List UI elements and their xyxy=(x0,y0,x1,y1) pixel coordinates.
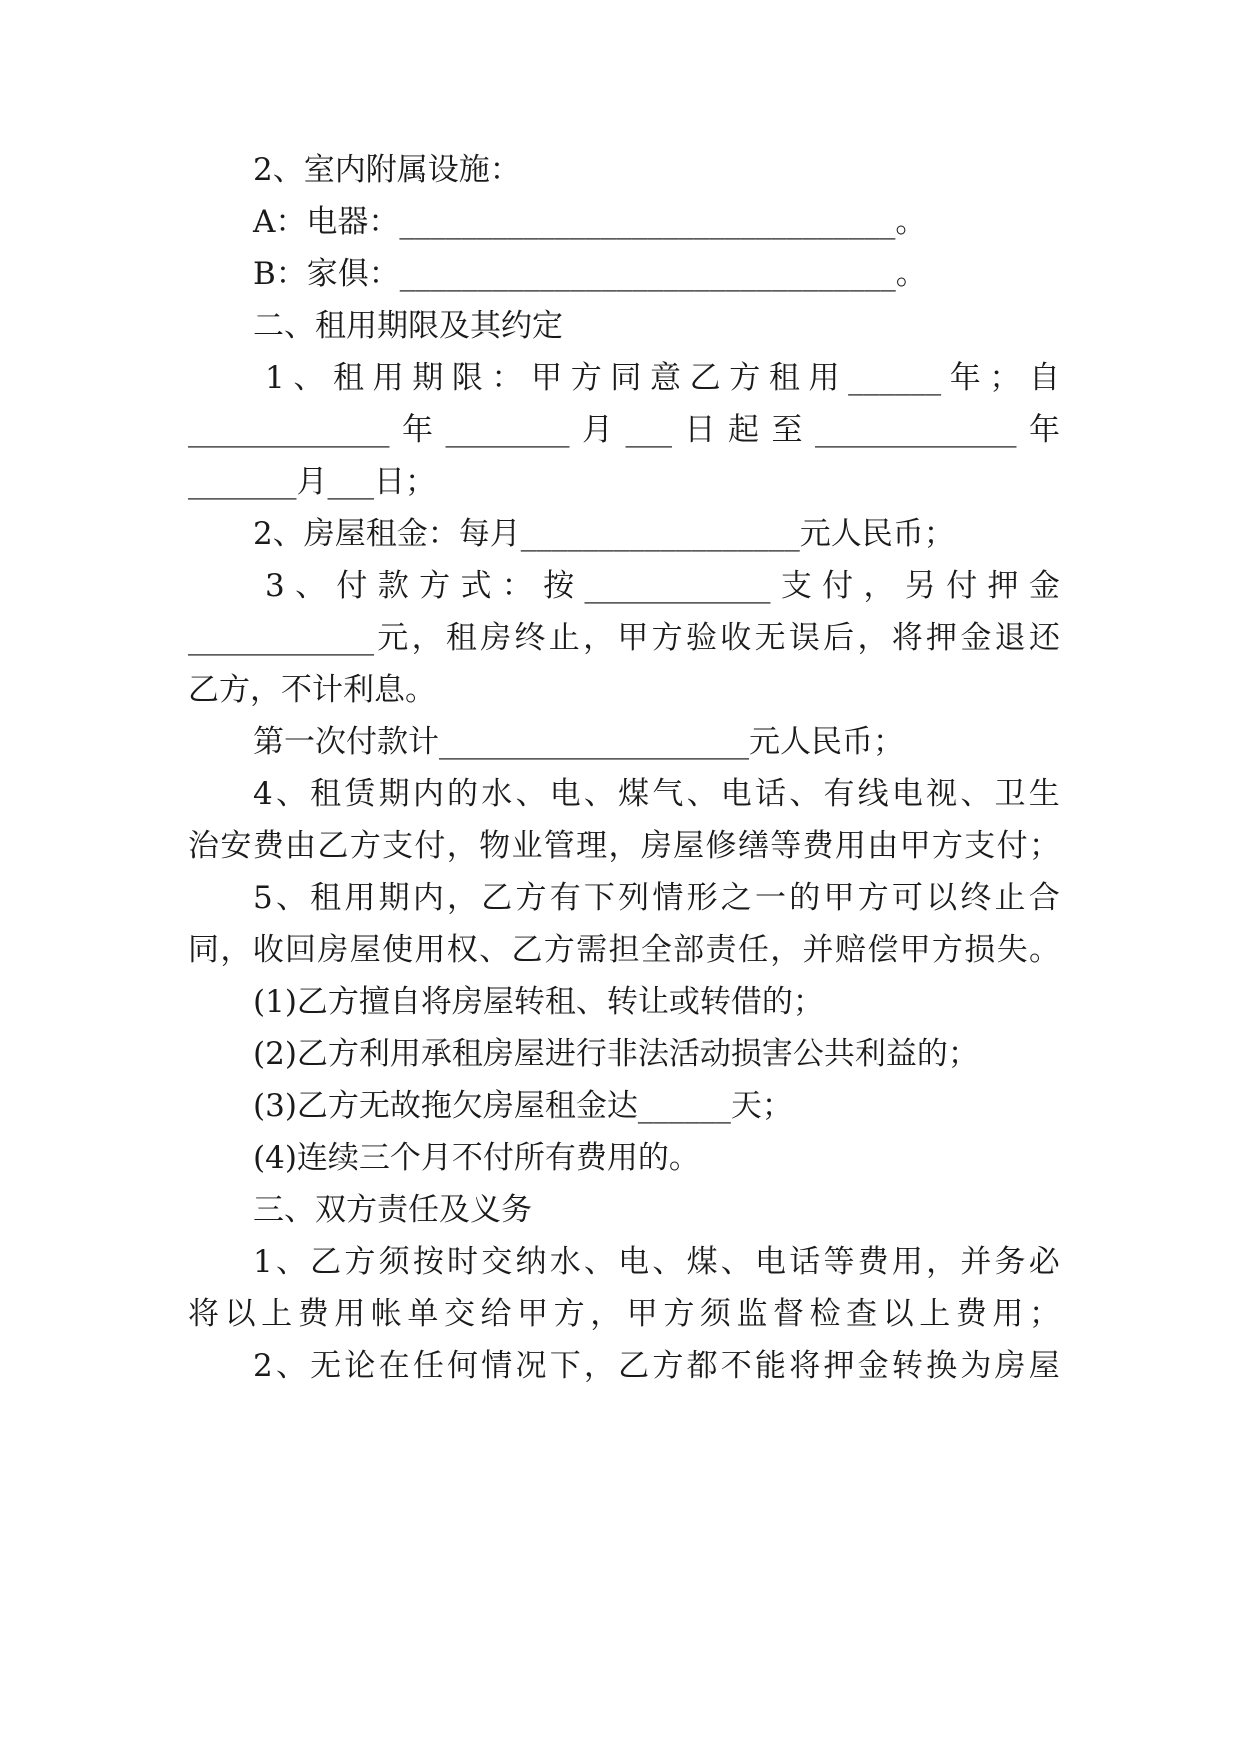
text-char: 责 xyxy=(705,932,737,968)
text-char: 年 xyxy=(949,360,981,396)
text-char: 支 xyxy=(382,828,414,864)
text-char: 款 xyxy=(377,568,409,604)
text-char: 、 xyxy=(275,1244,307,1280)
paragraph-line: 乙方，不计利息。 xyxy=(188,672,436,708)
text-char: 话 xyxy=(789,1244,821,1280)
text-char: ， xyxy=(411,620,443,656)
text-char: 式 xyxy=(460,568,492,604)
text-char: 付 xyxy=(414,828,446,864)
text-char: 检 xyxy=(809,1296,841,1332)
text-char: 。 xyxy=(1028,932,1060,968)
text-char: 用 xyxy=(414,932,446,968)
text-char: 付 xyxy=(822,568,854,604)
text-char: 、 xyxy=(789,776,821,812)
text-char: 租 xyxy=(445,620,477,656)
text-char: 租 xyxy=(310,880,342,916)
text-char: 至 xyxy=(771,412,803,448)
text-char: 同 xyxy=(610,360,642,396)
text-char: 何 xyxy=(447,1348,479,1384)
text-char: 用 xyxy=(891,1244,923,1280)
text-char: 、 xyxy=(275,880,307,916)
text-char: ， xyxy=(770,932,802,968)
text-char: 2 xyxy=(253,1348,273,1384)
text-char: 甲 xyxy=(626,1296,658,1332)
text-char: ， xyxy=(446,828,478,864)
text-char: 起 xyxy=(728,412,759,448)
text-char: 方 xyxy=(419,568,451,604)
text-char: 单 xyxy=(407,1296,439,1332)
text-char: 、 xyxy=(479,932,511,968)
text-char: 安 xyxy=(220,828,252,864)
text-char: ； xyxy=(1028,828,1060,864)
text-char: 意 xyxy=(649,360,681,396)
text-char: 终 xyxy=(960,880,992,916)
paragraph-line xyxy=(265,563,1060,609)
paragraph-line xyxy=(188,927,1060,973)
text-char: 方 xyxy=(543,932,575,968)
text-char: 查 xyxy=(846,1296,878,1332)
text-char: 、 xyxy=(295,568,327,604)
text-char: 3 xyxy=(265,568,285,604)
text-char: 有 xyxy=(549,880,581,916)
text-char: 赔 xyxy=(834,932,866,968)
text-char: 下 xyxy=(583,880,615,916)
text-char: 按 xyxy=(543,568,575,604)
text-char: 乙 xyxy=(317,828,349,864)
text-char: 、 xyxy=(293,360,325,396)
text-char: 上 xyxy=(261,1296,293,1332)
text-char: 煤 xyxy=(618,776,650,812)
text-char: 赁 xyxy=(344,776,376,812)
text-char: 线 xyxy=(857,776,889,812)
text-char: 按 xyxy=(412,1244,444,1280)
section-heading: 三、双方责任及义务 xyxy=(253,1192,532,1228)
text-char: 退 xyxy=(994,620,1026,656)
text-char: 租 xyxy=(768,360,800,396)
text-char: 、 xyxy=(275,776,307,812)
text-char: 押 xyxy=(987,568,1019,604)
text-char: 期 xyxy=(378,880,410,916)
text-char: 方 xyxy=(652,1348,684,1384)
text-char: 气 xyxy=(652,776,684,812)
text-char: 在 xyxy=(378,1348,410,1384)
text-char: 乙 xyxy=(689,360,721,396)
blank-field: ________ xyxy=(445,412,570,448)
text-char: 费 xyxy=(857,1244,889,1280)
text-char: 押 xyxy=(926,620,958,656)
text-char: 乙 xyxy=(511,932,543,968)
text-char: 费 xyxy=(252,828,284,864)
text-char: 修 xyxy=(705,828,737,864)
paragraph-line xyxy=(253,771,1060,817)
text-char: 、 xyxy=(960,776,992,812)
text-char: 1 xyxy=(265,360,285,396)
text-char: 交 xyxy=(443,1296,475,1332)
text-char: 屋 xyxy=(1028,1348,1060,1384)
text-char: 将 xyxy=(188,1296,219,1332)
text-char: 自 xyxy=(1028,360,1060,396)
paragraph-line xyxy=(188,823,1060,869)
paragraph-line xyxy=(188,1291,1060,1337)
paragraph-line xyxy=(253,1239,1060,1285)
text-char: 5 xyxy=(253,880,273,916)
paragraph-line: _______月___日； xyxy=(188,464,436,500)
paragraph-line xyxy=(253,875,1060,921)
text-char: 付 xyxy=(946,568,978,604)
text-char: 论 xyxy=(344,1348,376,1384)
text-char: ， xyxy=(857,620,889,656)
text-char: 为 xyxy=(960,1348,992,1384)
text-char: 一 xyxy=(755,880,787,916)
text-char: 元 xyxy=(377,620,409,656)
section-heading: 二、租用期限及其约定 xyxy=(253,308,563,344)
text-char: 等 xyxy=(823,1244,855,1280)
text-char: 年 xyxy=(1029,412,1060,448)
text-char: 无 xyxy=(754,620,786,656)
text-char: 房 xyxy=(640,828,672,864)
paragraph-line xyxy=(265,355,1060,401)
blank-field: ___ xyxy=(625,412,672,448)
text-char: 用 xyxy=(344,880,376,916)
blank-field: ____________ xyxy=(584,568,771,604)
text-char: ， xyxy=(220,932,252,968)
text-char: 治 xyxy=(188,828,219,864)
text-char: 业 xyxy=(511,828,543,864)
text-char: 水 xyxy=(481,776,513,812)
text-char: ， xyxy=(583,1348,615,1384)
text-char: 甲 xyxy=(899,932,931,968)
text-char: 日 xyxy=(684,412,716,448)
text-char: 方 xyxy=(729,360,761,396)
text-char: 止 xyxy=(548,620,580,656)
text-char: 合 xyxy=(1028,880,1060,916)
text-char: 上 xyxy=(919,1296,951,1332)
text-char: ， xyxy=(583,620,615,656)
text-char: 水 xyxy=(549,1244,581,1280)
list-item: (3)乙方无故拖欠房屋租金达______天； xyxy=(253,1088,793,1124)
text-char: 煤 xyxy=(686,1244,718,1280)
text-char: 下 xyxy=(549,1348,581,1384)
text-char: 的 xyxy=(447,776,479,812)
text-char: 付 xyxy=(996,828,1028,864)
text-char: 时 xyxy=(447,1244,479,1280)
text-char: 方 xyxy=(857,880,889,916)
text-char: 误 xyxy=(788,620,820,656)
text-char: 年 xyxy=(402,412,433,448)
text-char: 金 xyxy=(960,620,992,656)
text-char: 用 xyxy=(808,360,840,396)
text-char: 等 xyxy=(770,828,802,864)
text-char: ， xyxy=(863,568,895,604)
text-char: 终 xyxy=(514,620,546,656)
list-item: (4)连续三个月不付所有费用的。 xyxy=(253,1140,700,1176)
text-char: 换 xyxy=(926,1348,958,1384)
text-char: 另 xyxy=(904,568,936,604)
text-char: 以 xyxy=(926,880,958,916)
text-char: 费 xyxy=(297,1296,329,1332)
text-char: 电 xyxy=(618,1244,650,1280)
text-char: 电 xyxy=(549,776,581,812)
text-char: 乙 xyxy=(618,1348,650,1384)
text-char: 须 xyxy=(699,1296,731,1332)
text-char: 用 xyxy=(334,1296,366,1332)
text-char: ； xyxy=(989,360,1021,396)
text-char: 方 xyxy=(651,620,683,656)
text-char: 4 xyxy=(253,776,273,812)
text-char: 列 xyxy=(618,880,650,916)
text-char: 用 xyxy=(834,828,866,864)
text-char: ， xyxy=(447,880,479,916)
text-char: ； xyxy=(1028,1296,1060,1332)
blank-field: ____________ xyxy=(188,620,374,656)
blank-field: ______ xyxy=(848,360,942,396)
text-char: 管 xyxy=(543,828,575,864)
text-char: 部 xyxy=(673,932,705,968)
text-char: 情 xyxy=(481,1348,513,1384)
text-char: 乙 xyxy=(481,880,513,916)
text-char: 转 xyxy=(891,1348,923,1384)
paragraph-line: 2、室内附属设施： xyxy=(253,152,521,188)
text-char: 支 xyxy=(964,828,996,864)
text-char: 、 xyxy=(652,1244,684,1280)
paragraph-line xyxy=(188,615,1060,661)
text-char: 都 xyxy=(686,1348,718,1384)
text-char: 甲 xyxy=(617,620,649,656)
text-char: 付 xyxy=(336,568,368,604)
text-char: 收 xyxy=(720,620,752,656)
text-char: 交 xyxy=(481,1244,513,1280)
text-char: 房 xyxy=(317,932,349,968)
text-char: 月 xyxy=(582,412,613,448)
text-char: 的 xyxy=(789,880,821,916)
text-char: 并 xyxy=(960,1244,992,1280)
text-char: 卫 xyxy=(994,776,1026,812)
text-char: 能 xyxy=(755,1348,787,1384)
text-char: 不 xyxy=(720,1348,752,1384)
text-char: 回 xyxy=(285,932,317,968)
text-char: 有 xyxy=(823,776,855,812)
text-char: 并 xyxy=(802,932,834,968)
text-char: 租 xyxy=(310,776,342,812)
text-char: 金 xyxy=(1028,568,1060,604)
text-char: 验 xyxy=(685,620,717,656)
blank-field: _____________ xyxy=(188,412,390,448)
text-char: 、 xyxy=(583,1244,615,1280)
text-char: ， xyxy=(926,1244,958,1280)
text-char: 甲 xyxy=(823,880,855,916)
text-char: 由 xyxy=(867,828,899,864)
text-char: 形 xyxy=(686,880,718,916)
paragraph-line: B：家俱：________________________________。 xyxy=(253,256,927,292)
text-char: 收 xyxy=(252,932,284,968)
text-char: 押 xyxy=(823,1348,855,1384)
paragraph-line xyxy=(188,407,1060,453)
text-char: 监 xyxy=(736,1296,768,1332)
text-char: 甲 xyxy=(899,828,931,864)
text-char: 用 xyxy=(372,360,404,396)
text-char: 务 xyxy=(994,1244,1026,1280)
text-char: 电 xyxy=(891,776,923,812)
text-char: 担 xyxy=(608,932,640,968)
text-char: 可 xyxy=(891,880,923,916)
text-char: 、 xyxy=(686,776,718,812)
text-char: 生 xyxy=(1028,776,1060,812)
text-char: 方 xyxy=(931,932,963,968)
text-char: 纳 xyxy=(515,1244,547,1280)
text-char: 况 xyxy=(515,1348,547,1384)
text-char: 物 xyxy=(479,828,511,864)
text-char: 期 xyxy=(412,360,444,396)
text-char: ， xyxy=(608,828,640,864)
text-char: 金 xyxy=(857,1348,889,1384)
text-char: 使 xyxy=(382,932,414,968)
text-char: 内 xyxy=(412,776,444,812)
text-char: 房 xyxy=(994,1348,1026,1384)
text-char: 用 xyxy=(992,1296,1024,1332)
text-char: 话 xyxy=(755,776,787,812)
text-char: 情 xyxy=(652,880,684,916)
text-char: 方 xyxy=(663,1296,695,1332)
paragraph-line: 2、房屋租金：每月__________________元人民币； xyxy=(253,516,955,552)
text-char: 限 xyxy=(451,360,483,396)
text-char: 同 xyxy=(188,932,219,968)
text-char: 方 xyxy=(570,360,602,396)
text-char: 支 xyxy=(780,568,812,604)
text-char: 方 xyxy=(553,1296,585,1332)
text-char: 将 xyxy=(891,620,923,656)
text-char: ： xyxy=(501,568,533,604)
text-char: 甲 xyxy=(531,360,563,396)
text-char: 方 xyxy=(515,880,547,916)
text-char: 费 xyxy=(802,828,834,864)
text-char: 以 xyxy=(224,1296,256,1332)
text-char: 方 xyxy=(931,828,963,864)
text-char: 屋 xyxy=(349,932,381,968)
list-item: (2)乙方利用承租房屋进行非法活动损害公共利益的； xyxy=(253,1036,979,1072)
text-char: 损 xyxy=(964,932,996,968)
text-char: ， xyxy=(590,1296,622,1332)
paragraph-line: 第一次付款计____________________元人民币； xyxy=(253,724,904,760)
text-char: 帐 xyxy=(370,1296,402,1332)
text-char: 缮 xyxy=(737,828,769,864)
text-char: 、 xyxy=(275,1348,307,1384)
text-char: 电 xyxy=(755,1244,787,1280)
text-char: 后 xyxy=(823,620,855,656)
paragraph-line: A：电器：________________________________。 xyxy=(253,204,927,240)
text-char: 无 xyxy=(310,1348,342,1384)
text-char: 理 xyxy=(576,828,608,864)
text-char: 内 xyxy=(412,880,444,916)
text-char: 、 xyxy=(720,1244,752,1280)
text-char: 将 xyxy=(789,1348,821,1384)
text-char: 偿 xyxy=(867,932,899,968)
text-char: 需 xyxy=(576,932,608,968)
text-char: 期 xyxy=(378,776,410,812)
text-char: 必 xyxy=(1028,1244,1060,1280)
text-char: 方 xyxy=(349,828,381,864)
text-char: 、 xyxy=(583,776,615,812)
text-char: 止 xyxy=(994,880,1026,916)
text-char: 1 xyxy=(253,1244,273,1280)
text-char: 屋 xyxy=(673,828,705,864)
text-char: 、 xyxy=(515,776,547,812)
text-char: 还 xyxy=(1028,620,1060,656)
text-char: 之 xyxy=(720,880,752,916)
paragraph-line xyxy=(253,1343,1060,1389)
text-char: 须 xyxy=(378,1244,410,1280)
text-char: 甲 xyxy=(517,1296,549,1332)
text-char: 费 xyxy=(955,1296,987,1332)
text-char: 督 xyxy=(773,1296,804,1332)
text-char: 全 xyxy=(640,932,672,968)
text-char: 方 xyxy=(344,1244,376,1280)
blank-field: _____________ xyxy=(815,412,1017,448)
text-char: 电 xyxy=(720,776,752,812)
text-char: 以 xyxy=(882,1296,914,1332)
text-char: 房 xyxy=(480,620,512,656)
text-char: 视 xyxy=(926,776,958,812)
text-char: 租 xyxy=(332,360,364,396)
text-char: 由 xyxy=(285,828,317,864)
list-item: (1)乙方擅自将房屋转租、转让或转借的； xyxy=(253,984,824,1020)
text-char: 任 xyxy=(412,1348,444,1384)
text-char: ： xyxy=(491,360,523,396)
text-char: 权 xyxy=(446,932,478,968)
text-char: 乙 xyxy=(310,1244,342,1280)
text-char: 任 xyxy=(737,932,769,968)
text-char: 给 xyxy=(480,1296,512,1332)
text-char: 失 xyxy=(996,932,1028,968)
